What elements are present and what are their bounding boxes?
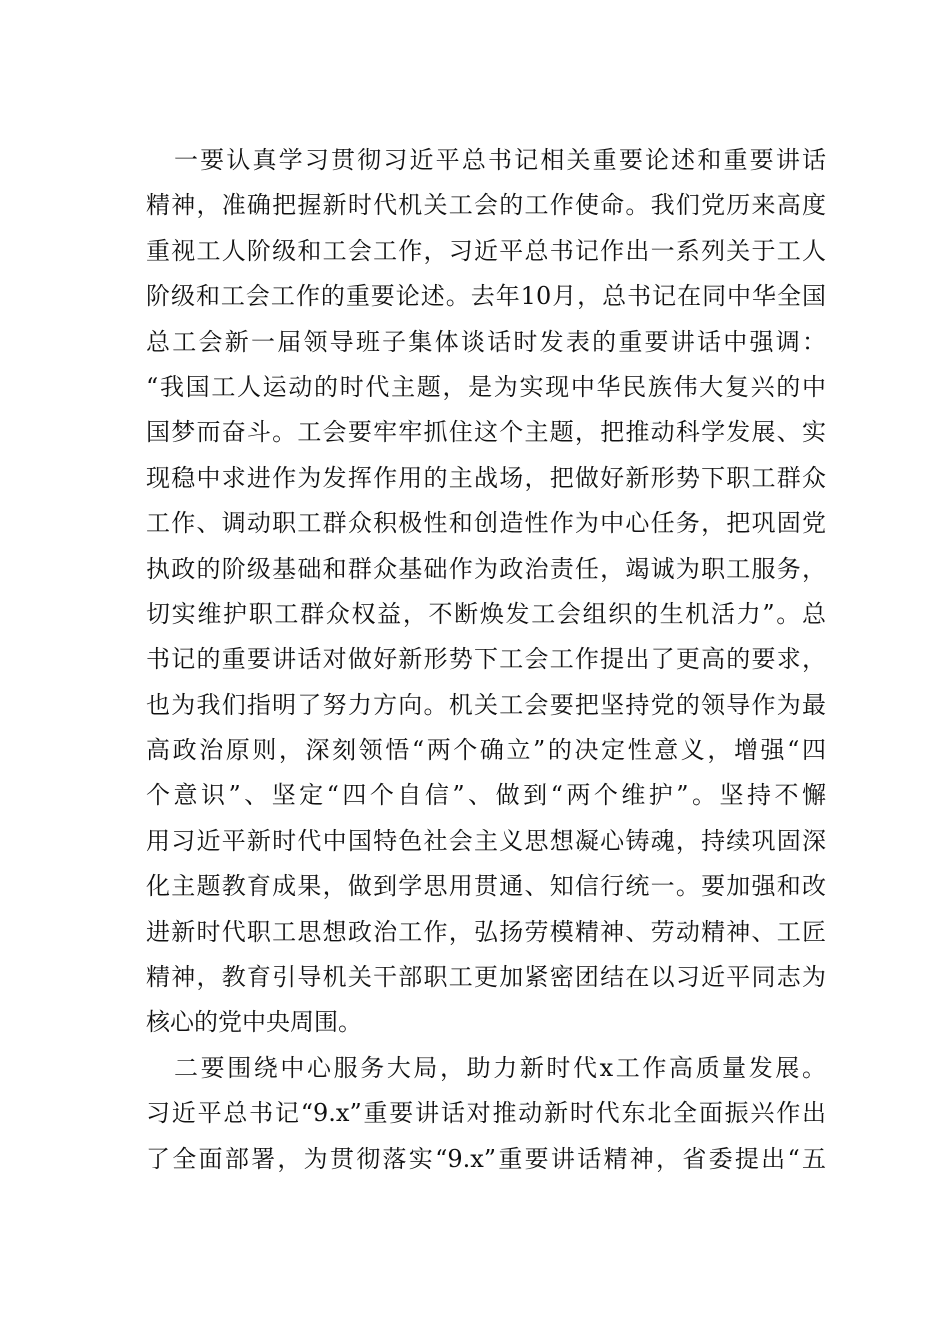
text-line: 高政治原则，深刻领悟“两个确立”的决定性意义，增强“四 [146,736,826,765]
text-line: 工作、调动职工群众积极性和创造性作为中心任务，把巩固党 [146,509,826,538]
text-line: 进新时代职工思想政治工作，弘扬劳模精神、劳动精神、工匠 [146,917,826,946]
text-line: 国梦而奋斗。工会要牢牢抓住这个主题，把推动科学发展、实 [146,418,826,447]
text-line: 阶级和工会工作的重要论述。去年10月，总书记在同中华全国 [146,282,826,311]
text-line: 习近平总书记“9.x”重要讲话对推动新时代东北全面振兴作出 [146,1099,826,1128]
text-line: “我国工人运动的时代主题，是为实现中华民族伟大复兴的中 [146,372,826,401]
text-line: 书记的重要讲话对做好新形势下工会工作提出了更高的要求， [146,645,826,674]
text-line: 了全面部署，为贯彻落实“9.x”重要讲话精神，省委提出“五 [146,1144,826,1173]
text-line: 精神，准确把握新时代机关工会的工作使命。我们党历来高度 [146,191,826,220]
text-line: 一要认真学习贯彻习近平总书记相关重要论述和重要讲话 [174,146,826,174]
text-line: 也为我们指明了努力方向。机关工会要把坚持党的领导作为最 [146,690,826,719]
text-line: 总工会新一届领导班子集体谈话时发表的重要讲话中强调： [146,327,826,356]
text-line: 个意识”、坚定“四个自信”、做到“两个维护”。坚持不懈 [146,781,826,810]
document-body [146,138,826,1182]
text-line: 二要围绕中心服务大局，助力新时代x工作高质量发展。 [174,1053,826,1082]
paragraph-1 [146,138,826,1046]
paragraph-2 [146,1046,826,1182]
text-line: 切实维护职工群众权益，不断焕发工会组织的生机活力”。总 [146,599,826,628]
text-line: 精神，教育引导机关干部职工更加紧密团结在以习近平同志为 [146,963,826,992]
text-line: 核心的党中央周围。 [146,1008,362,1037]
text-line: 重视工人阶级和工会工作，习近平总书记作出一系列关于工人 [146,236,826,265]
text-line: 现稳中求进作为发挥作用的主战场，把做好新形势下职工群众 [146,463,826,492]
text-line: 执政的阶级基础和群众基础作为政治责任，竭诚为职工服务， [146,554,826,583]
text-line: 用习近平新时代中国特色社会主义思想凝心铸魂，持续巩固深 [146,826,826,855]
text-line: 化主题教育成果，做到学思用贯通、知信行统一。要加强和改 [146,872,826,901]
